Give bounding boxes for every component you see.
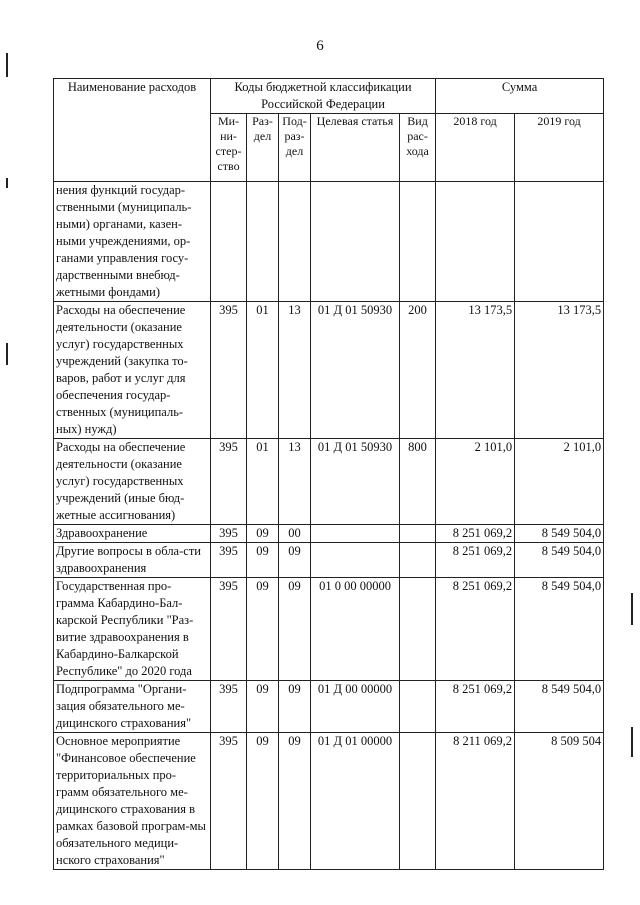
header-sum: Сумма	[436, 79, 604, 114]
scan-mark	[6, 178, 8, 188]
row-2019	[515, 182, 604, 302]
row-name: Подпрограмма "Органи-зация обязательного ме-дицинского страхования"	[54, 681, 211, 733]
table-row	[54, 439, 604, 525]
row-target: 01 Д 01 50930	[311, 302, 400, 439]
row-subsection: 13	[279, 439, 311, 525]
header-ministry: Ми-ни-стер-ство	[211, 114, 247, 182]
row-2018: 8 251 069,2	[436, 543, 515, 578]
table-row	[54, 578, 604, 681]
table-row	[54, 733, 604, 870]
header-subsection: Под-раз-дел	[279, 114, 311, 182]
header-target: Целевая статья	[311, 114, 400, 182]
scan-mark	[6, 343, 8, 365]
header-codes: Коды бюджетной классификации Российской Федерации	[211, 79, 436, 114]
row-name: Другие вопросы в обла-сти здравоохранения	[54, 543, 211, 578]
row-ministry: 395	[211, 543, 247, 578]
row-target	[311, 543, 400, 578]
scan-mark	[6, 53, 8, 77]
row-2018: 8 211 069,2	[436, 733, 515, 870]
table-row	[54, 681, 604, 733]
row-2019: 8 549 504,0	[515, 681, 604, 733]
row-2018: 13 173,5	[436, 302, 515, 439]
row-ministry: 395	[211, 525, 247, 543]
row-target	[311, 182, 400, 302]
table-row	[54, 543, 604, 578]
row-section: 09	[247, 525, 279, 543]
row-section: 01	[247, 439, 279, 525]
row-subsection: 09	[279, 681, 311, 733]
row-ministry: 395	[211, 302, 247, 439]
row-2018: 8 251 069,2	[436, 525, 515, 543]
row-section	[247, 182, 279, 302]
row-section: 09	[247, 543, 279, 578]
row-section: 09	[247, 733, 279, 870]
row-name: Здравоохранение	[54, 525, 211, 543]
row-exp-type	[400, 182, 436, 302]
header-name: Наименование расходов	[54, 79, 211, 182]
budget-table	[53, 78, 604, 870]
header-section: Раз-дел	[247, 114, 279, 182]
row-2019: 8 509 504	[515, 733, 604, 870]
scan-mark	[631, 727, 633, 757]
row-2019: 8 549 504,0	[515, 543, 604, 578]
row-subsection	[279, 182, 311, 302]
row-2018: 8 251 069,2	[436, 578, 515, 681]
row-exp-type	[400, 578, 436, 681]
table-row	[54, 182, 604, 302]
row-name: Расходы на обеспечение деятельности (оказание услуг) государственных учреждений (иные бюд-жетные ассигнования)	[54, 439, 211, 525]
row-2018: 2 101,0	[436, 439, 515, 525]
row-subsection: 09	[279, 733, 311, 870]
row-exp-type: 800	[400, 439, 436, 525]
row-exp-type	[400, 543, 436, 578]
header-exp-type: Вид рас-хода	[400, 114, 436, 182]
row-name: нения функций государ-ственными (муниципаль-ными) органами, казен-ными учреждениями, ор-ганами управления госу-дарственными внебюд-жетными фондами)	[54, 182, 211, 302]
header-2018: 2018 год	[436, 114, 515, 182]
row-subsection: 13	[279, 302, 311, 439]
scan-mark	[631, 593, 633, 625]
row-name: Расходы на обеспечение деятельности (оказание услуг) государственных учреждений (закупка то-варов, работ и услуг для обеспечения государ-ственных (муниципаль-ных) нужд)	[54, 302, 211, 439]
row-target: 01 Д 01 50930	[311, 439, 400, 525]
header-2019: 2019 год	[515, 114, 604, 182]
row-target: 01 Д 01 00000	[311, 733, 400, 870]
row-section: 09	[247, 578, 279, 681]
row-2019: 13 173,5	[515, 302, 604, 439]
row-name: Государственная про-грамма Кабардино-Бал-карской Республики "Раз-витие здравоохранения в Кабардино-Балкарской Республике" до 2020 года	[54, 578, 211, 681]
row-ministry: 395	[211, 578, 247, 681]
row-2019: 2 101,0	[515, 439, 604, 525]
row-subsection: 00	[279, 525, 311, 543]
row-target: 01 0 00 00000	[311, 578, 400, 681]
row-target	[311, 525, 400, 543]
row-2018: 8 251 069,2	[436, 681, 515, 733]
row-subsection: 09	[279, 543, 311, 578]
row-2018	[436, 182, 515, 302]
page-number: 6	[316, 38, 324, 54]
row-name: Основное мероприятие "Финансовое обеспечение территориальных про-грамм обязательного ме-дицинского страхования в рамках базовой програм-мы обязательного медици-нского страхования"	[54, 733, 211, 870]
row-exp-type	[400, 525, 436, 543]
row-ministry: 395	[211, 733, 247, 870]
row-exp-type	[400, 681, 436, 733]
row-section: 01	[247, 302, 279, 439]
row-ministry: 395	[211, 439, 247, 525]
row-target: 01 Д 00 00000	[311, 681, 400, 733]
row-ministry	[211, 182, 247, 302]
row-2019: 8 549 504,0	[515, 578, 604, 681]
table-row	[54, 302, 604, 439]
row-exp-type: 200	[400, 302, 436, 439]
row-ministry: 395	[211, 681, 247, 733]
row-subsection: 09	[279, 578, 311, 681]
table-row	[54, 525, 604, 543]
row-exp-type	[400, 733, 436, 870]
row-section: 09	[247, 681, 279, 733]
row-2019: 8 549 504,0	[515, 525, 604, 543]
